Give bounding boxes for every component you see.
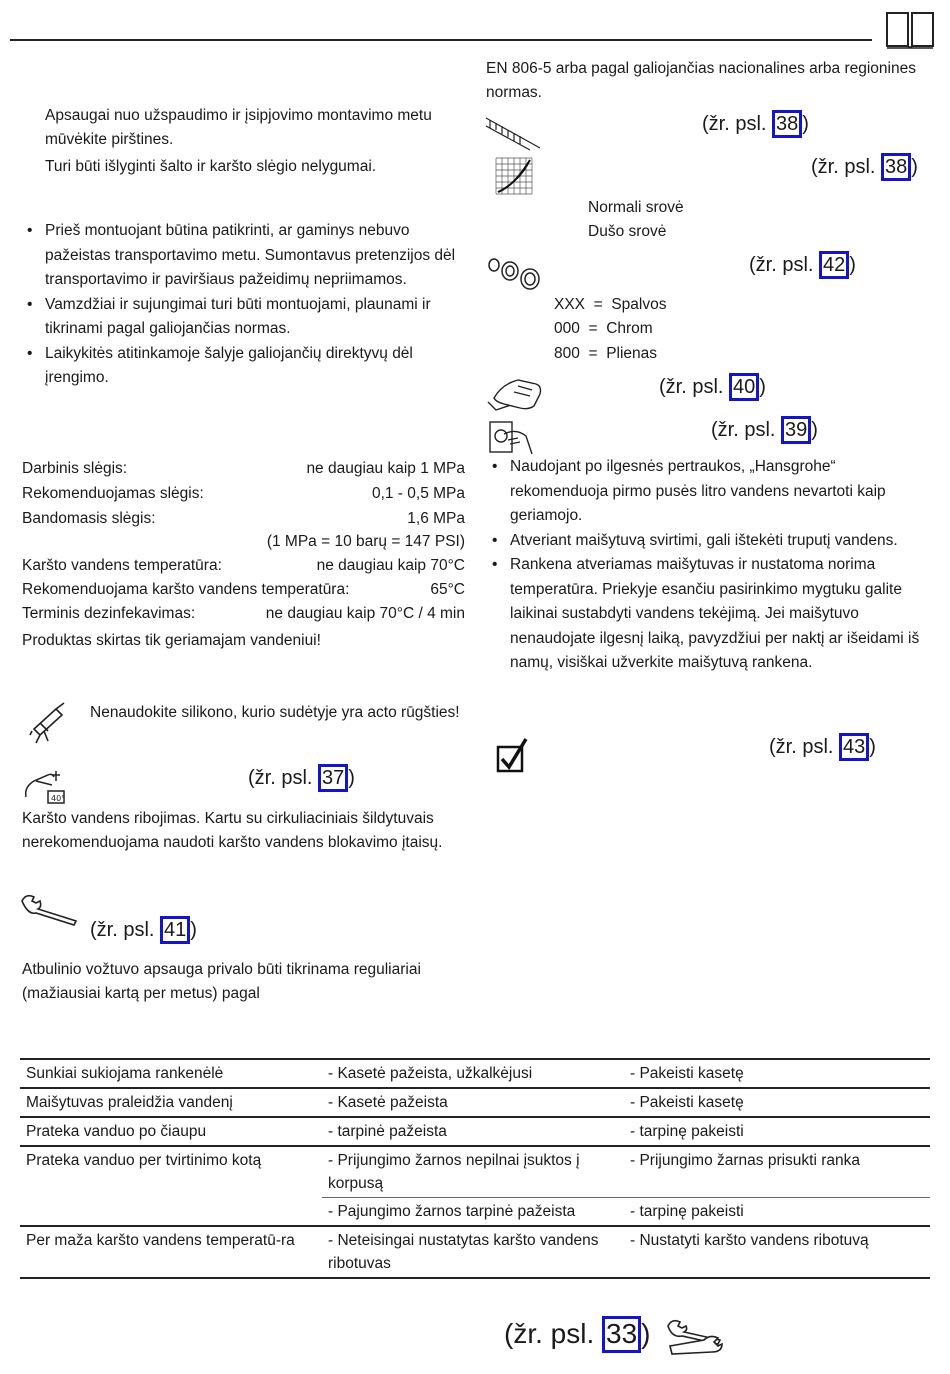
ref-page-40[interactable] (659, 373, 766, 401)
ref-prefix: (žr. psl. (769, 736, 840, 758)
problem-cell: Sunkiai sukiojama rankenėlė (20, 1059, 322, 1088)
spec-value: 0,1 - 0,5 MPa (371, 485, 465, 502)
en-norm-text: EN 806-5 arba pagal galiojančias nacionalines arba regionines normas. (486, 60, 916, 101)
color-name: Spalvos (611, 296, 667, 313)
spec-value: 65°C (430, 581, 465, 598)
spec-label: Darbinis slėgis: (22, 460, 128, 477)
fix-cell: - tarpinę pakeisti (624, 1198, 930, 1227)
ref-prefix: (žr. psl. (711, 419, 782, 441)
flow-normal-label: Normali srovė (588, 199, 684, 216)
color-code-row (554, 343, 657, 365)
safety-pressure-text: Turi būti išlyginti šalto ir karšto slėgio nelygumai. (45, 158, 377, 175)
problem-cell: Prateka vanduo po čiaupu (20, 1117, 322, 1146)
checkbox-checked-icon (496, 737, 530, 775)
problem-cell: Per maža karšto vandens temperatū-ra (20, 1226, 322, 1278)
header-rule (10, 39, 872, 41)
color-code: XXX (554, 296, 586, 313)
cause-cell: - tarpinė pažeista (322, 1117, 624, 1146)
ruler-icon (484, 114, 544, 152)
ref-prefix: (žr. psl. (504, 1318, 603, 1349)
problem-cell: Maišytuvas praleidžia vandenį (20, 1088, 322, 1117)
ref-suffix: ) (759, 376, 766, 398)
ref-page-41[interactable] (90, 916, 197, 944)
ref-prefix: (žr. psl. (749, 254, 820, 276)
ref-page-33[interactable] (504, 1316, 651, 1353)
svg-text:40°: 40° (51, 794, 66, 803)
table-row (20, 1198, 930, 1227)
cause-cell: - Prijungimo žarnos nepilnai įsuktos į korpusą (322, 1146, 624, 1198)
spec-value: ne daugiau kaip 70°C / 4 min (265, 605, 465, 622)
ref-page-42[interactable] (749, 251, 856, 279)
color-eq: = (593, 296, 603, 313)
cause-cell: - Kasetė pažeista (322, 1088, 624, 1117)
spec-value: 1,6 MPa (407, 510, 465, 527)
ref-suffix: ) (348, 767, 355, 789)
color-eq: = (588, 320, 598, 337)
spec-value: ne daugiau kaip 1 MPa (306, 460, 465, 477)
page-link-33[interactable]: 33 (602, 1316, 641, 1353)
spec-label: Terminis dezinfekavimas: (22, 605, 196, 622)
ref-page-39[interactable] (711, 416, 818, 444)
page-link-37[interactable]: 37 (318, 764, 348, 792)
ref-suffix: ) (849, 254, 856, 276)
problem-cell (20, 1198, 322, 1227)
spec-value: (1 MPa = 10 barų = 147 PSI) (266, 533, 465, 550)
ref-page-38a[interactable] (702, 110, 809, 138)
list-item: • Vamzdžiai ir sujungimai turi būti montuojami, plaunami ir tikrinami pagal galiojančias normas. (21, 293, 471, 342)
page-link-38[interactable]: 38 (772, 110, 802, 138)
list-item: • Rankena atveriamas maišytuvas ir nustatoma norima temperatūra. Priekyje esančiu pasirinkimo mygtuku galite laikinai sustabdyti vandens tekėjimą. Jei maišytuvo nenaudojate ilgesnį laiką, pavyzdžiui per naktį ar išeidami iš namų, visiškai užverkite maišytuvą rankena. (486, 553, 931, 676)
color-code-row (554, 318, 653, 340)
fix-cell: - Pakeisti kasetę (624, 1088, 930, 1117)
ref-prefix: (žr. psl. (702, 113, 773, 135)
fix-cell: - Nustatyti karšto vandens ribotuvą (624, 1226, 930, 1278)
list-item: • Laikykitės atitinkamoje šalyje galiojančių direktyvų dėl įrengimo. (21, 342, 471, 391)
flow-diagram-icon (494, 156, 534, 196)
color-code: 000 (554, 320, 580, 337)
color-eq: = (588, 345, 598, 362)
fix-cell: - Prijungimo žarnas prisukti ranka (624, 1146, 930, 1198)
table-row (20, 1117, 930, 1146)
page-link-41[interactable]: 41 (160, 916, 190, 944)
flow-shower-label: Dušo srovė (588, 223, 667, 240)
fix-cell: - Pakeisti kasetę (624, 1059, 930, 1088)
ref-page-37[interactable] (248, 764, 355, 792)
cleaning-hand-icon (484, 374, 544, 412)
list-item: • Naudojant po ilgesnės pertraukos, „Hansgrohe“ rekomenduoja pirmo pusės litro vandens nevartoti kaip geriamojo. (486, 455, 931, 529)
check-valve-text: Atbulinio vožtuvo apsauga privalo būti tikrinama reguliariai (mažiausiai kartą per metus) pagal (22, 961, 421, 1002)
table-row (20, 1146, 930, 1198)
page-link-40[interactable]: 40 (729, 373, 759, 401)
troubleshooting-table (20, 1058, 930, 1279)
ref-prefix: (žr. psl. (659, 376, 730, 398)
page-link-42[interactable]: 42 (819, 251, 849, 279)
ref-page-38b[interactable] (811, 153, 918, 181)
ref-prefix: (žr. psl. (811, 156, 882, 178)
spec-label: Rekomenduojamas slėgis: (22, 485, 204, 502)
wrench-icon (20, 893, 80, 927)
table-row (20, 1059, 930, 1088)
ref-suffix: ) (869, 736, 876, 758)
list-item: • Prieš montuojant būtina patikrinti, ar gaminys nebuvo pažeistas transportavimo metu. Sumontavus pretenzijos dėl transportavimo ir paviršiaus pažeidimų nepriimamos. (21, 219, 471, 293)
color-name: Plienas (606, 345, 658, 362)
safety-gloves-text: Apsaugai nuo užspaudimo ir įsipjovimo montavimo metu mūvėkite pirštines. (45, 107, 432, 148)
ref-suffix: ) (802, 113, 809, 135)
spec-label: Bandomasis slėgis: (22, 510, 156, 527)
color-name: Chrom (606, 320, 653, 337)
ref-suffix: ) (911, 156, 918, 178)
cause-cell: - Pajungimo žarnos tarpinė pažeista (322, 1198, 624, 1227)
usage-bullets (486, 455, 931, 676)
table-row (20, 1088, 930, 1117)
spare-parts-icon (486, 253, 544, 293)
page-link-39[interactable]: 39 (781, 416, 811, 444)
fix-cell: - tarpinę pakeisti (624, 1117, 930, 1146)
ref-suffix: ) (190, 919, 197, 941)
silicone-gun-icon (26, 701, 70, 745)
problem-cell: Prateka vanduo per tvirtinimo kotą (20, 1146, 322, 1198)
table-row (20, 1226, 930, 1278)
installation-bullets (21, 219, 471, 391)
color-code: 800 (554, 345, 580, 362)
spec-value: ne daugiau kaip 70°C (316, 557, 465, 574)
ref-page-43[interactable] (769, 733, 876, 761)
drinking-water-note: Produktas skirtas tik geriamajam vandeniui! (22, 632, 321, 649)
page-link-38[interactable]: 38 (881, 153, 911, 181)
list-item: • Atveriant maišytuvą svirtimi, gali ištekėti truputį vandens. (486, 529, 931, 554)
cause-cell: - Neteisingai nustatytas karšto vandens ribotuvas (322, 1226, 624, 1278)
open-book-icon (884, 10, 936, 50)
hot-water-limit-text: Karšto vandens ribojimas. Kartu su cirkuliaciniais šildytuvais nerekomenduojama naudoti karšto vandens blokavimo įtaisų. (22, 810, 443, 851)
color-code-row (554, 294, 666, 316)
thermostat-hand-icon (22, 767, 70, 807)
spec-label: Rekomenduojama karšto vandens temperatūra: (22, 581, 350, 598)
ref-prefix: (žr. psl. (90, 919, 161, 941)
silicone-note: Nenaudokite silikono, kurio sudėtyje yra acto rūgšties! (90, 704, 460, 721)
ref-prefix: (žr. psl. (248, 767, 319, 789)
double-wrench-icon (664, 1318, 724, 1358)
cause-cell: - Kasetė pažeista, užkalkėjusi (322, 1059, 624, 1088)
ref-suffix: ) (641, 1318, 651, 1349)
ref-suffix: ) (811, 419, 818, 441)
spec-label: Karšto vandens temperatūra: (22, 557, 222, 574)
hand-valve-icon (486, 418, 536, 458)
page-link-43[interactable]: 43 (839, 733, 869, 761)
